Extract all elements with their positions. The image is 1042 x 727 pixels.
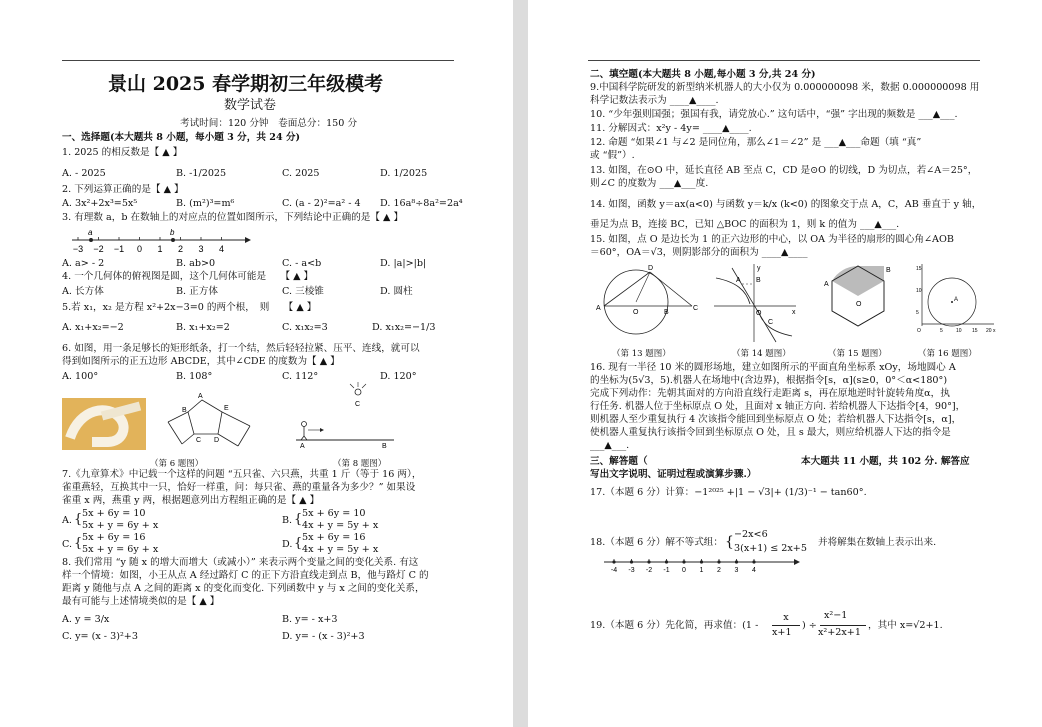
q2-option-c: C. (a - 2)²=a² - 4 [282,198,361,209]
tick-dot [735,560,738,563]
fig15-caption: （第 15 题图） [828,349,887,359]
exam-info: 考试时间：120 分钟 卷面总分：150 分 [180,118,358,129]
fig16-caption: （第 16 题图） [918,349,977,359]
exam-page-right [528,0,1042,727]
q12-line1: 12. 命题 “如果∠1 与∠2 是同位角，那么∠1＝∠2” 是 ___▲___命题（填 “真” [590,137,922,148]
q7-option-b-eq2: 4x + y = 5y + x [302,520,379,531]
brace: { [294,512,303,527]
q7-option-b-eq1: 5x + 6y = 10 [302,508,366,519]
brace: { [294,536,303,551]
svg-text:B: B [756,277,761,284]
svg-text:x: x [792,309,796,316]
q13-line1: 13. 如图，在⊙O 中，延长直径 AB 至点 C，CD 是⊙O 的切线，D 为切点，若∠A＝25°， [590,165,978,176]
q5-option-b: B. x₁+x₂=2 [176,322,230,333]
q4-option-d: D. 圆柱 [380,286,413,297]
q3-option-b: B. ab>0 [176,258,216,269]
q11: 11. 分解因式：x²y - 4y= ____▲____. [590,123,752,134]
svg-text:A: A [300,443,305,450]
fig16-coordinate-circle [916,262,996,344]
svg-text:A: A [198,393,203,400]
q16-line1: 16. 现有一半径 10 米的圆形场地，建立如图所示的平面直角坐标系 xOy，场地圆心 A [590,362,956,373]
q7-option-c-label: C. [62,539,73,550]
q15-line1: 15. 如图，点 O 是边长为 1 的正六边形的中心，以 OA 为半径的扇形的圆心角∠AOB [590,234,954,245]
q7-option-a-label: A. [62,515,72,526]
svg-text:5: 5 [940,328,943,334]
q5-stem: 5.若 x₁，x₂ 是方程 x²+2x−3=0 的两个根， 则 【 ▲ 】 [62,302,317,313]
fig8-caption: （第 8 题图） [333,459,387,469]
svg-text:A: A [954,297,959,303]
point-a [89,238,93,242]
q7-option-a-eq1: 5x + 6y = 10 [82,508,146,519]
tick-label: -2 [645,567,653,574]
q5-option-a: A. x₁+x₂=−2 [62,322,124,333]
q18-inequality-1: −2x<6 [734,529,768,540]
tick-dot [665,560,668,563]
tick-dot [752,560,755,563]
svg-text:B: B [664,309,669,316]
svg-text:b: b [170,228,175,237]
tick-label: -1 [663,567,670,574]
q7-line3: 雀重 x 两，燕重 y 两，根据题意列出方程组正确的是【 ▲ 】 [62,495,320,506]
q12-line2: 或 “假”）. [590,150,635,161]
q6-option-a: A. 100° [62,371,99,382]
q7-option-d-eq2: 4x + y = 5y + x [302,544,379,555]
svg-text:C: C [768,319,774,326]
svg-text:5: 5 [916,310,919,316]
svg-text:10: 10 [916,288,922,294]
fig15-hexagon [814,262,904,342]
tick-label: 0 [136,244,143,254]
section3-heading-line2: 写出文字说明、证明过程或演算步骤.） [590,469,757,480]
q2-stem: 2. 下列运算正确的是【 ▲ 】 [62,184,184,195]
svg-text:A: A [596,305,601,312]
exam-title: 景山 2025 春学期初三年级模考 [108,73,384,95]
tick-dot [630,560,633,563]
tick-label: 4 [218,244,225,254]
q2-option-b: B. (m²)³=m⁶ [176,198,235,209]
svg-text:15: 15 [916,266,922,272]
fig13-caption: （第 13 题图） [612,349,671,359]
q8-line4: 最有可能与上述情境类似的是【 ▲ 】 [62,596,220,607]
q16-line5: 则机器人至少重复执行 4 次该指令能回到坐标原点 O 处；若给机器人下达指令[s，α]， [590,414,962,425]
fig14-hyperbola [712,262,798,344]
q18-lead: 18.（本题 6 分）解不等式组： [590,537,723,548]
q9-line1: 9.中国科学院研发的新型纳米机器人的大小仅为 0.000000098 米，数据 0.000000098 用 [590,82,980,93]
q7-option-a-eq2: 5x + y = 6y + x [82,520,159,531]
q7-option-c-eq1: 5x + 6y = 16 [82,532,146,543]
tick-label: -4 [610,567,618,574]
brace: { [725,534,734,550]
svg-text:D: D [648,265,654,272]
q6-option-b: B. 108° [176,371,213,382]
page-gutter [513,0,528,727]
q4-stem: 4. 一个几何体的俯视图是圆，这个几何体可能是 【 ▲ 】 [62,271,314,282]
q14-line1: 14. 如图，函数 y＝ax(a<0) 与函数 y＝k/x (k<0) 的图象交于点 A，C，AB 垂直于 y 轴， [590,199,982,210]
q8-option-b: B. y= - x+3 [282,614,338,625]
tick-dot [717,560,720,563]
svg-text:C: C [355,401,361,408]
svg-text:O: O [917,328,921,334]
section3-heading: 三、解答题（ 本大题共 11 小题，共 102 分. 解答应 [590,456,970,467]
q7-option-d-eq1: 5x + 6y = 16 [302,532,366,543]
frac-num: x [783,612,789,623]
tick-dot [647,560,650,563]
q4-option-b: B. 正方体 [176,286,218,297]
tick-label: −2 [93,244,104,254]
tick-dot [612,560,615,563]
svg-text:A: A [736,277,741,284]
q1-stem: 1. 2025 的相反数是【 ▲ 】 [62,147,183,158]
q5-option-c: C. x₁x₂=3 [282,322,328,333]
q2-option-d: D. 16a⁸÷8a²=2a⁴ [380,198,463,209]
frac-den: x+1 [772,627,792,638]
tick-label: 3 [734,567,739,574]
q8-option-d: D. y= - (x - 3)²+3 [282,631,365,642]
fig14-caption: （第 14 题图） [732,349,791,359]
q1-option-c: C. 2025 [282,168,320,179]
tick-label: 2 [717,567,721,574]
q7-option-c-eq2: 5x + y = 6y + x [82,544,159,555]
q16-line6: 使机器人重复执行该指令回到坐标原点 O 处，且 s 最大，则应给机器人下达的指令是 [590,427,951,438]
q8-option-c: C. y= (x - 3)²+3 [62,631,138,642]
tick-label: 1 [157,244,163,254]
tick-label: −1 [113,244,125,254]
q19-div: ) ÷ [802,620,817,631]
brace: { [74,536,83,551]
q10: 10. “少年强则国强；强国有我，请党放心.” 这句话中，“强” 字出现的频数是 ___▲___. [590,109,958,120]
q16-line7: ___▲___. [590,440,630,451]
tick-label: 0 [682,567,686,574]
tick-label: 2 [177,244,184,254]
tick-label: -3 [628,567,635,574]
q1-option-d: D. 1/2025 [380,168,428,179]
svg-text:20 x: 20 x [986,328,996,334]
frac-num: x²−1 [824,610,848,621]
q7-line1: 7.《九章算术》中记载一个这样的问题 “五只雀、六只燕，共重 1 斤（等于 16 两）， [62,469,422,480]
svg-text:a: a [88,228,93,237]
q16-line2: 的坐标为(5√3，5).机器人在场地中(含边界)，根据指令[s，α](s≥0，0°＜α<180°) [590,375,948,386]
section1-heading: 一、选择题(本大题共 8 小题，每小题 3 分，共 24 分) [62,132,301,143]
svg-text:E: E [224,405,229,412]
paper-knot-photo [62,398,146,450]
q19-lead: 19.（本题 6 分）先化简，再求值：(1 - [590,620,759,631]
fig13-circle-tangent [598,266,702,338]
q8-line1: 8. 我们常用 “y 随 x 的增大而增大（或减小）” 来表示两个变量之间的变化关系. 有这 [62,557,419,568]
q4-option-c: C. 三棱锥 [282,286,324,297]
svg-text:A: A [824,281,829,288]
svg-text:O: O [633,309,639,316]
frac-bar [772,625,800,626]
tick-label: 1 [699,567,704,574]
tick-label: 4 [752,567,756,574]
q18-inequality-2: 3(x+1) ≤ 2x+5 [734,543,807,554]
q8-line2: 样一个情境：如图，小王从点 A 经过路灯 C 的正下方沿直线走到点 B，他与路灯 C 的 [62,570,429,581]
tick-dot [700,560,703,563]
fig6-caption: （第 6 题图） [150,459,204,469]
q1-option-b: B. -1/2025 [176,168,227,179]
q14-line2: 垂足为点 B，连接 BC，已知 △BOC 的面积为 1，则 k 的值为 ___▲___. [590,219,900,230]
q1-option-a: A. - 2025 [62,168,106,179]
svg-text:y: y [757,265,761,272]
q16-line3: 完成下列动作：先朝其面对的方向沿直线行走距离 s，再在原地逆时针旋转角度α，执 [590,388,950,399]
street-lamp-figure [292,384,398,450]
q6-stem-line2: 得到如图所示的正五边形 ABCDE，其中∠CDE 的度数为【 ▲ 】 [62,356,340,367]
tick-label: −3 [72,244,84,254]
q3-stem: 3. 有理数 a，b 在数轴上的对应点的位置如图所示，下列结论中正确的是【 ▲ 】 [62,212,404,223]
q7-line2: 雀重燕轻，互换其中一只，恰好一样重，问：每只雀、燕的重量各为多少？” 如果设 [62,482,416,493]
subject-title: 数学试卷 [224,98,277,113]
q5-option-d: D. x₁x₂=−1/3 [372,322,436,333]
svg-text:B: B [382,443,387,450]
q8-line3: 距离 y 随他与点 A 之间的距离 x 的变化而变化. 下列函数中 y 与 x 之间的变化关系， [62,583,425,594]
pentagon-figure [158,392,268,452]
svg-text:B: B [886,267,891,274]
svg-text:O: O [856,301,862,308]
q18-tail: 并将解集在数轴上表示出来. [818,537,937,548]
q16-line4: 行任务. 机器人位于坐标原点 O 处，且面对 x 轴正方向. 若给机器人下达指令[4，90°]， [590,401,966,412]
q15-line2: ＝60°，OA＝√3，则阴影部分的面积为 ____▲____ [590,247,808,258]
q2-option-a: A. 3x²+2x³=5x⁵ [62,198,138,209]
svg-text:10: 10 [956,328,962,334]
svg-text:15: 15 [972,328,978,334]
point-b [171,238,175,242]
tick-label: 3 [198,244,204,254]
svg-text:C: C [196,437,202,444]
q17: 17.（本题 6 分）计算：−1²⁰²⁵ +|1 − √3|+ (1/3)⁻¹ − tan60°. [590,487,867,498]
tick-dot [682,560,685,563]
frac-den: x²+2x+1 [818,627,861,638]
section2-heading: 二、填空题(本大题共 8 小题,每小题 3 分,共 24 分) [590,69,816,80]
exam-page-left [0,0,513,727]
q9-line2: 科学记数法表示为 ____▲____. [590,95,719,106]
q19-tail: ，其中 x=√2+1. [868,620,943,631]
top-rule [588,60,980,61]
q7-option-b-label: B. [282,515,293,526]
q6-option-c: C. 112° [282,371,319,382]
top-rule [62,60,454,61]
svg-text:C: C [693,305,699,312]
brace: { [74,512,83,527]
q3-number-line [70,226,250,258]
q13-line2: 则∠C 的度数为 ___▲___度. [590,178,709,189]
q8-option-a: A. y = 3/x [62,614,110,625]
q4-option-a: A. 长方体 [62,286,104,297]
q7-option-d-label: D. [282,539,293,550]
svg-text:B: B [182,407,187,414]
q3-option-d: D. |a|>|b| [380,258,427,269]
q3-option-c: C. - a<b [282,258,322,269]
frac-bar [820,625,866,626]
svg-text:O: O [756,310,762,317]
q3-option-a: A. a> - 2 [62,258,105,269]
q6-stem-line1: 6. 如图，用一条足够长的矩形纸条，打一个结，然后轻轻拉紧、压平、连线，就可以 [62,343,420,354]
q18-number-line [604,554,804,578]
q6-option-d: D. 120° [380,371,417,382]
svg-text:D: D [214,437,220,444]
